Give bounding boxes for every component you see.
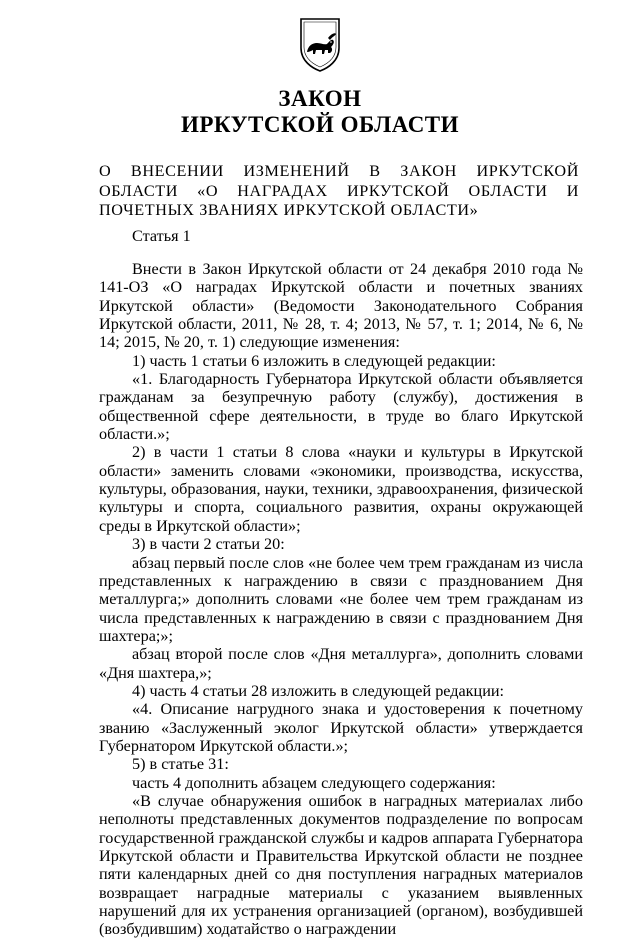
paragraph: «1. Благодарность Губернатора Иркутской области объявляется гражданам за безупречную работу (службу), достижения в общественной сфере деятельности, в труде во благо Иркутской области.»; — [99, 370, 583, 444]
paragraph: часть 4 дополнить абзацем следующего содержания: — [132, 773, 496, 792]
law-body — [99, 260, 583, 939]
paragraph: «В случае обнаружения ошибок в наградных материалах либо неполноты представленных документов подразделение по вопросам государственной гражданской службы и кадров аппарата Губернатора Иркутской области и Правительства Иркутской области не позднее пяти календарных дней со дня поступления наградных материалов возвращает наградные материалы с указанием выявленных нарушений для их устранения организацией (органом), возбудившей (возбудившим) ходатайство о награждении — [99, 791, 583, 939]
paragraph: абзац второй после слов «Дня металлурга», дополнить словами «Дня шахтера,»; — [99, 645, 583, 682]
paragraph: 4) часть 4 статьи 28 изложить в следующей редакции: — [132, 681, 505, 700]
paragraph: 2) в части 1 статьи 8 слова «науки и культуры в Иркутской области» заменить словами «экономики, производства, искусства, культуры, образования, науки, техники, здравоохранения, физической культуры и спорта, социального развития, охраны окружающей среды в Иркутской области»; — [99, 443, 583, 535]
paragraph: «4. Описание нагрудного знака и удостоверения к почетному званию «Заслуженный эколог Иркутской области» утверждается Губернатором Иркутской области.»; — [99, 700, 583, 755]
law-title-line2: ИРКУТСКОЙ ОБЛАСТИ — [180, 112, 460, 137]
paragraph: 1) часть 1 статьи 6 изложить в следующей редакции: — [132, 351, 496, 370]
law-heading: О ВНЕСЕНИИ ИЗМЕНЕНИЙ В ЗАКОН ИРКУТСКОЙ ОБЛАСТИ «О НАГРАДАХ ИРКУТСКОЙ ОБЛАСТИ И ПОЧЕТНЫХ ЗВАНИЯХ ИРКУТСКОЙ ОБЛАСТИ» — [99, 162, 579, 219]
coat-of-arms-icon — [298, 16, 342, 72]
paragraph: 3) в части 2 статьи 20: — [132, 535, 285, 554]
law-title-line1: ЗАКОН — [278, 86, 362, 111]
paragraph: абзац первый после слов «не более чем трем гражданам из числа представленных к награждению в связи с празднованием Дня металлурга;» дополнить словами «не более чем трем гражданам из числа представленных к награждению в связи с празднованием Дня шахтера;»; — [99, 553, 583, 645]
paragraph: 5) в статье 31: — [132, 755, 229, 774]
article-label: Статья 1 — [132, 227, 191, 245]
paragraph: Внести в Закон Иркутской области от 24 декабря 2010 года № 141-ОЗ «О наградах Иркутской области и почетных званиях Иркутской области» (Ведомости Законодательного Собрания Иркутской области, 2011, № 28, т. 4; 2013, № 57, т. 1; 2014, № 6, № 14; 2015, № 20, т. 1) следующие изменения: — [99, 260, 583, 352]
